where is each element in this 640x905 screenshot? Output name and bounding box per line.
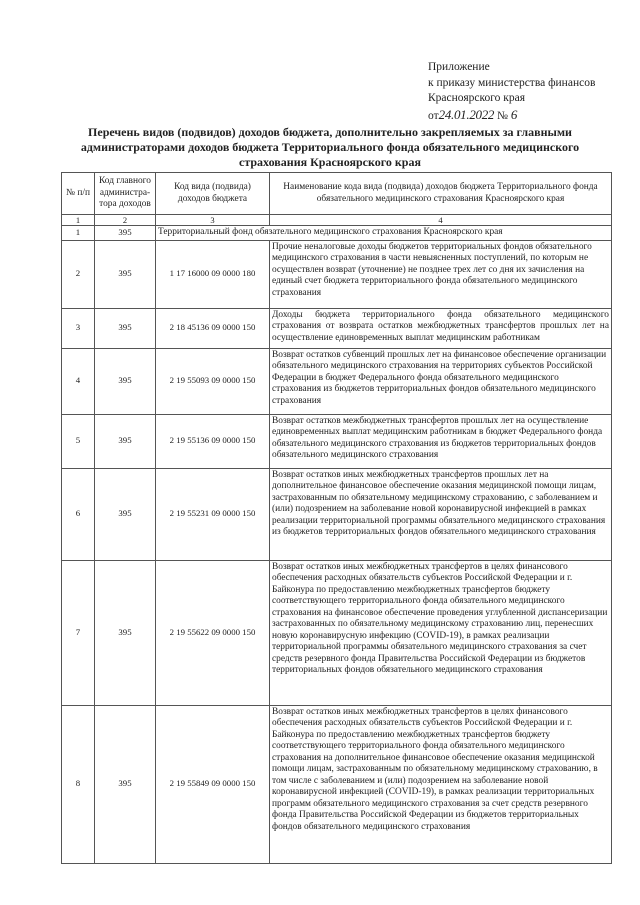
admin-code: 395 [95, 240, 156, 308]
document-title: Перечень видов (подвидов) доходов бюджета, дополнительно закрепляемых за главными администраторами доходов бюджета Территориального фонда обязательного медицинского страхования Красноярского края [80, 125, 580, 169]
table-header-row [62, 173, 612, 215]
revenue-codes-table [61, 172, 612, 864]
admin-code: 395 [95, 226, 156, 241]
row-number: 4 [62, 348, 95, 414]
revenue-name: Возврат остатков иных межбюджетных трансфертов в целях финансового обеспечения расходных обязательств субъектов Российской Федерации и г. Байконура по предоставлению межбюджетных трансфертов бюджету соответствующего территориального фонда обязательного медицинского страхования на дополнительное финансовое обеспечение оказания медицинской помощи лицам, застрахованным по обязательному медицинскому страхованию, в том числе с заболеванием и (или) подозрением на заболевание новой коронавирусной инфекцией (COVID-19), в рамках реализации территориальных программ обязательного медицинского страхования за счет средств резервного фонда Правительства Российской Федерации из бюджетов территориальных фондов обязательного медицинского страхования [270, 705, 612, 863]
group-row [62, 226, 612, 241]
revenue-code: 2 19 55231 09 0000 150 [156, 468, 270, 560]
group-name: Территориальный фонд обязательного медицинского страхования Красноярского края [156, 226, 612, 241]
admin-code: 395 [95, 414, 156, 468]
revenue-code: 2 19 55849 09 0000 150 [156, 705, 270, 863]
header-admin-code: Код главного администра-тора доходов [95, 173, 156, 215]
table-row [62, 560, 612, 705]
appendix-line-3: Красноярского края [428, 92, 525, 104]
revenue-name: Возврат остатков иных межбюджетных трансфертов прошлых лет на дополнительное финансовое обеспечение оказания медицинской помощи лицам, застрахованным по обязательному медицинскому страхованию, с заболеванием и (или) подозрением на заболевание новой коронавирусной инфекцией в рамках реализации территориальной программы обязательного медицинского страхования из бюджетов территориальных фондов обязательного медицинского страхования [270, 468, 612, 560]
admin-code: 395 [95, 348, 156, 414]
admin-code: 395 [95, 705, 156, 863]
appendix-line-2: к приказу министерства финансов [428, 76, 596, 89]
revenue-name: Возврат остатков субвенций прошлых лет на финансовое обеспечение организации обязательного медицинского страхования на территориях субъектов Российской Федерации в бюджет Федерального фонда обязательного медицинского страхования из бюджетов территориальных фондов обязательного медицинского страхования [270, 348, 612, 414]
handwritten-number: 6 [510, 106, 518, 122]
appendix-line-1: Приложение [428, 61, 490, 73]
revenue-name: Доходы бюджета территориального фонда обязательного медицинского страхования от возврата остатков межбюджетных трансфертов прошлых лет на осуществление единовременных выплат медицинским работникам [270, 308, 612, 348]
index-cell: 2 [95, 215, 156, 226]
row-number: 1 [62, 226, 95, 241]
appendix-date-line [428, 107, 595, 125]
index-cell: 4 [270, 215, 612, 226]
number-prefix: № [497, 109, 508, 122]
table-row [62, 308, 612, 348]
row-number: 6 [62, 468, 95, 560]
row-number: 7 [62, 560, 95, 705]
row-number: 8 [62, 705, 95, 863]
revenue-code: 1 17 16000 09 0000 180 [156, 240, 270, 308]
row-number: 5 [62, 414, 95, 468]
header-revenue-code: Код вида (подвида) доходов бюджета [156, 173, 270, 215]
revenue-code: 2 19 55136 09 0000 150 [156, 414, 270, 468]
admin-code: 395 [95, 468, 156, 560]
revenue-code: 2 19 55093 09 0000 150 [156, 348, 270, 414]
column-index-row [62, 215, 612, 226]
revenue-name: Возврат остатков иных межбюджетных трансфертов в целях финансового обеспечения расходных обязательств субъектов Российской Федерации и г. Байконура по предоставлению межбюджетных трансфертов бюджету соответствующего территориального фонда обязательного медицинского страхования на финансовое обеспечение проведения углубленной диспансеризации застрахованных по обязательному медицинскому страхованию лиц, перенесших новую коронавирусную инфекцию (COVID-19), в рамках реализации территориальной программы обязательного медицинского страхования за счет средств резервного фонда Правительства Российской Федерации из бюджетов территориальных фондов обязательного медицинского страхования [270, 560, 612, 705]
table-row [62, 468, 612, 560]
table-row [62, 414, 612, 468]
table-row [62, 705, 612, 863]
header-number: № п/п [62, 173, 95, 215]
admin-code: 395 [95, 560, 156, 705]
revenue-code: 2 18 45136 09 0000 150 [156, 308, 270, 348]
date-prefix: от [428, 109, 439, 122]
header-revenue-name: Наименование кода вида (подвида) доходов бюджета Территориального фонда обязательного медицинского страхования Красноярского края [270, 173, 612, 215]
table-row [62, 240, 612, 308]
index-cell: 3 [156, 215, 270, 226]
revenue-code: 2 19 55622 09 0000 150 [156, 560, 270, 705]
handwritten-date: 24.01.2022 [438, 106, 495, 122]
revenue-name: Прочие неналоговые доходы бюджетов территориальных фондов обязательного медицинского страхования в части невыясненных поступлений, по которым не осуществлен возврат (уточнение) не позднее трех лет со дня их зачисления на единый счет бюджета территориального фонда обязательного медицинского страхования [270, 240, 612, 308]
table-row [62, 348, 612, 414]
appendix-block [428, 60, 595, 124]
index-cell: 1 [62, 215, 95, 226]
row-number: 2 [62, 240, 95, 308]
row-number: 3 [62, 308, 95, 348]
revenue-name: Возврат остатков межбюджетных трансфертов прошлых лет на осуществление единовременных выплат медицинским работникам в бюджет Федерального фонда обязательного медицинского страхования из бюджетов территориальных фондов обязательного медицинского страхования [270, 414, 612, 468]
admin-code: 395 [95, 308, 156, 348]
